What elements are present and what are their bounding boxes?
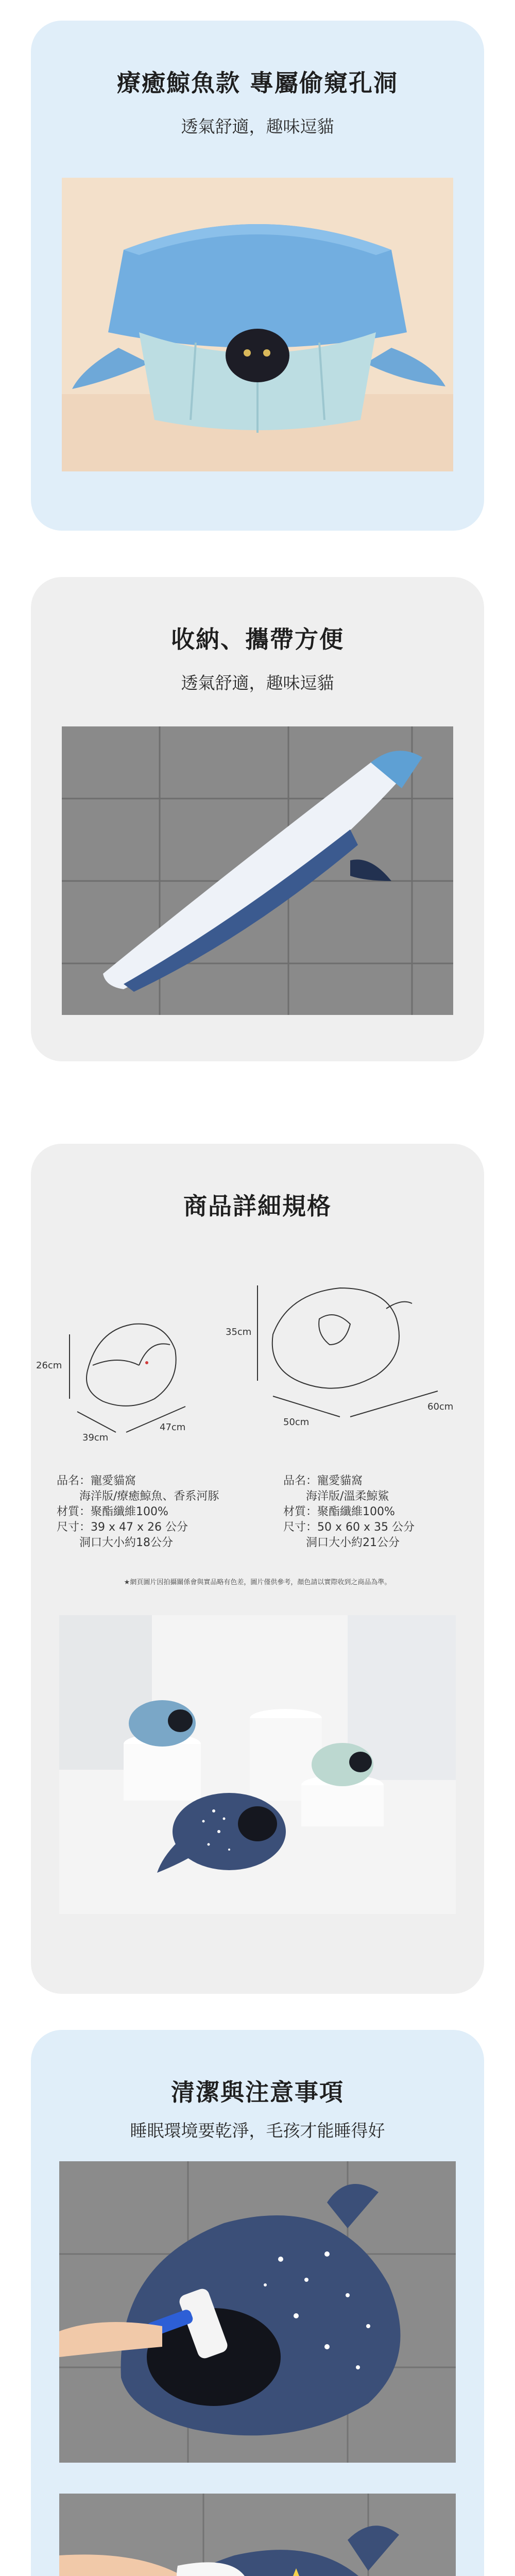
color-disclaimer: ★網頁圖片因拍攝關係會與實品略有色差，圖片僅供參考，顏色請以實際收到之商品為準。 bbox=[124, 1579, 391, 1586]
left-width-label: 47cm bbox=[160, 1422, 186, 1433]
folded-bed-photo bbox=[62, 726, 453, 1015]
left-spec-line: 尺寸：39 x 47 x 26 公分 bbox=[57, 1521, 188, 1534]
right-width-label: 60cm bbox=[427, 1401, 454, 1412]
whale-hood-bed-photo bbox=[62, 178, 453, 471]
section-4-card bbox=[31, 2030, 484, 2576]
section-4-subtitle: 睡眠環境要乾淨，毛孩才能睡得好 bbox=[130, 2121, 385, 2141]
left-depth-label: 39cm bbox=[82, 1432, 109, 1443]
left-spec-line: 海洋版/療癒鯨魚、香系河豚 bbox=[57, 1490, 219, 1503]
left-spec-line: 洞口大小約18公分 bbox=[57, 1536, 173, 1549]
right-spec-line: 洞口大小約21公分 bbox=[283, 1536, 400, 1549]
dimension-diagram bbox=[31, 1262, 484, 1453]
left-spec-block bbox=[57, 1473, 219, 1551]
wet-wipe-cleaning-photo bbox=[59, 2494, 456, 2576]
right-spec-line: 材質：聚酯纖維100% bbox=[283, 1505, 395, 1518]
left-spec-line: 材質：聚酯纖維100% bbox=[57, 1505, 168, 1518]
section-1-card bbox=[31, 21, 484, 531]
lint-roller-cleaning-photo bbox=[59, 2161, 456, 2463]
section-3-card bbox=[31, 1144, 484, 1994]
section-3-title: 商品詳細規格 bbox=[183, 1192, 332, 1220]
right-height-label: 35cm bbox=[226, 1327, 252, 1337]
right-spec-line: 海洋版/溫柔鯨鯊 bbox=[283, 1490, 389, 1503]
right-spec-line: 尺寸：50 x 60 x 35 公分 bbox=[283, 1521, 415, 1534]
section-1-subtitle: 透氣舒適，趣味逗貓 bbox=[181, 116, 334, 137]
section-1-title: 療癒鯨魚款 專屬偷窺孔洞 bbox=[116, 69, 398, 97]
section-4-title: 清潔與注意事項 bbox=[171, 2078, 344, 2106]
right-spec-block bbox=[283, 1473, 415, 1551]
left-spec-line: 品名：寵愛貓窩 bbox=[57, 1475, 136, 1487]
right-depth-label: 50cm bbox=[283, 1417, 310, 1428]
section-2-subtitle: 透氣舒適，趣味逗貓 bbox=[181, 673, 334, 693]
section-2-card bbox=[31, 577, 484, 1061]
product-lineup-photo bbox=[59, 1615, 456, 1914]
right-spec-line: 品名：寵愛貓窩 bbox=[283, 1475, 363, 1487]
left-height-label: 26cm bbox=[36, 1360, 62, 1371]
section-2-title: 收納、攜帶方便 bbox=[171, 625, 344, 653]
